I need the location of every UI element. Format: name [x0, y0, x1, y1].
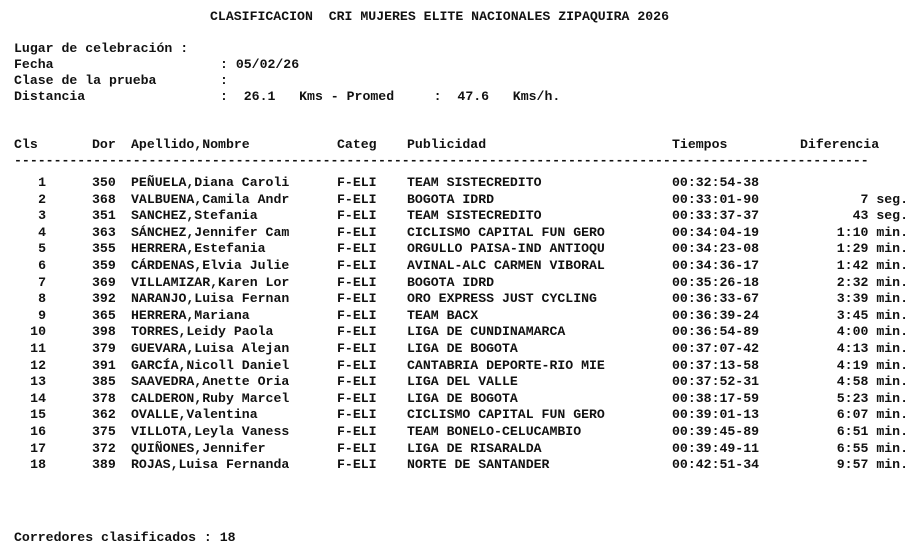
- cell-categ: F-ELI: [337, 258, 377, 273]
- table-row: [0, 374, 922, 391]
- cell-nombre: CÁRDENAS,Elvia Julie: [131, 258, 290, 273]
- header-tiempos: Tiempos: [672, 137, 728, 152]
- cell-publicidad: CICLISMO CAPITAL FUN GERO: [407, 225, 605, 240]
- cell-publicidad: BOGOTA IDRD: [407, 275, 495, 290]
- cell-categ: F-ELI: [337, 175, 377, 190]
- cell-nombre: QUIÑONES,Jennifer: [131, 441, 266, 456]
- cell-dor: 359: [92, 258, 116, 273]
- table-row: [0, 308, 922, 325]
- cell-categ: F-ELI: [337, 192, 377, 207]
- cell-diferencia: 3:39 min.: [836, 291, 908, 306]
- table-row: [0, 275, 922, 292]
- cell-publicidad: LIGA DE CUNDINAMARCA: [407, 324, 566, 339]
- cell-cls: 4: [38, 225, 46, 240]
- cell-nombre: VALBUENA,Camila Andr: [131, 192, 290, 207]
- cell-dor: 350: [92, 175, 116, 190]
- cell-categ: F-ELI: [337, 457, 377, 472]
- cell-tiempo: 00:37:52-31: [672, 374, 760, 389]
- table-row: [0, 225, 922, 242]
- cell-cls: 18: [30, 457, 46, 472]
- cell-diferencia: 43 seg.: [852, 208, 908, 223]
- cell-dor: 351: [92, 208, 116, 223]
- cell-cls: 6: [38, 258, 46, 273]
- cell-tiempo: 00:36:39-24: [672, 308, 760, 323]
- cell-cls: 16: [30, 424, 46, 439]
- cell-dor: 385: [92, 374, 116, 389]
- cell-nombre: VILLOTA,Leyla Vaness: [131, 424, 290, 439]
- cell-tiempo: 00:39:01-13: [672, 407, 760, 422]
- cell-diferencia: 9:57 min.: [836, 457, 908, 472]
- cell-dor: 389: [92, 457, 116, 472]
- cell-tiempo: 00:35:26-18: [672, 275, 760, 290]
- cell-diferencia: 6:07 min.: [836, 407, 908, 422]
- cell-publicidad: TEAM BACX: [407, 308, 479, 323]
- cell-categ: F-ELI: [337, 341, 377, 356]
- cell-cls: 7: [38, 275, 46, 290]
- cell-categ: F-ELI: [337, 241, 377, 256]
- cell-publicidad: AVINAL-ALC CARMEN VIBORAL: [407, 258, 605, 273]
- cell-tiempo: 00:33:37-37: [672, 208, 760, 223]
- cell-cls: 15: [30, 407, 46, 422]
- cell-cls: 2: [38, 192, 46, 207]
- cell-nombre: OVALLE,Valentina: [131, 407, 258, 422]
- clase-value: :: [220, 73, 228, 88]
- cell-dor: 355: [92, 241, 116, 256]
- cell-nombre: GARCÍA,Nicoll Daniel: [131, 358, 290, 373]
- distancia-value: : 26.1 Kms - Promed : 47.6 Kms/h.: [220, 89, 561, 104]
- cell-tiempo: 00:34:23-08: [672, 241, 760, 256]
- cell-publicidad: TEAM BONELO-CELUCAMBIO: [407, 424, 582, 439]
- cell-nombre: SAAVEDRA,Anette Oria: [131, 374, 290, 389]
- header-dor: Dor: [92, 137, 116, 152]
- cell-tiempo: 00:36:33-67: [672, 291, 760, 306]
- classified-count: Corredores clasificados : 18: [14, 530, 236, 545]
- table-row: [0, 324, 922, 341]
- header-publicidad: Publicidad: [407, 137, 487, 152]
- cell-nombre: CALDERON,Ruby Marcel: [131, 391, 290, 406]
- cell-diferencia: 7 seg.: [860, 192, 908, 207]
- cell-categ: F-ELI: [337, 358, 377, 373]
- cell-dor: 391: [92, 358, 116, 373]
- lugar-label: Lugar de celebración :: [14, 41, 189, 56]
- cell-categ: F-ELI: [337, 324, 377, 339]
- clase-label: Clase de la prueba: [14, 73, 157, 88]
- cell-categ: F-ELI: [337, 407, 377, 422]
- cell-nombre: VILLAMIZAR,Karen Lor: [131, 275, 290, 290]
- cell-diferencia: 4:19 min.: [836, 358, 908, 373]
- cell-tiempo: 00:36:54-89: [672, 324, 760, 339]
- cell-cls: 11: [30, 341, 46, 356]
- cell-nombre: HERRERA,Mariana: [131, 308, 250, 323]
- cell-publicidad: LIGA DE BOGOTA: [407, 341, 518, 356]
- cell-dor: 372: [92, 441, 116, 456]
- cell-cls: 14: [30, 391, 46, 406]
- cell-nombre: PEÑUELA,Diana Caroli: [131, 175, 290, 190]
- cell-cls: 13: [30, 374, 46, 389]
- cell-publicidad: BOGOTA IDRD: [407, 192, 495, 207]
- cell-cls: 9: [38, 308, 46, 323]
- header-categ: Categ: [337, 137, 377, 152]
- cell-cls: 10: [30, 324, 46, 339]
- cell-dor: 368: [92, 192, 116, 207]
- cell-diferencia: 1:42 min.: [836, 258, 908, 273]
- fecha-label: Fecha: [14, 57, 54, 72]
- cell-tiempo: 00:39:45-89: [672, 424, 760, 439]
- header-diferencia: Diferencia: [800, 137, 880, 152]
- cell-tiempo: 00:34:36-17: [672, 258, 760, 273]
- cell-categ: F-ELI: [337, 225, 377, 240]
- cell-nombre: ROJAS,Luisa Fernanda: [131, 457, 290, 472]
- cell-publicidad: ORGULLO PAISA-IND ANTIOQU: [407, 241, 605, 256]
- cell-dor: 378: [92, 391, 116, 406]
- table-row: [0, 441, 922, 458]
- cell-dor: 365: [92, 308, 116, 323]
- table-row: [0, 208, 922, 225]
- cell-tiempo: 00:32:54-38: [672, 175, 760, 190]
- cell-diferencia: 5:23 min.: [836, 391, 908, 406]
- cell-categ: F-ELI: [337, 291, 377, 306]
- cell-diferencia: 6:51 min.: [836, 424, 908, 439]
- cell-tiempo: 00:34:04-19: [672, 225, 760, 240]
- table-row: [0, 391, 922, 408]
- distancia-label: Distancia: [14, 89, 86, 104]
- cell-publicidad: ORO EXPRESS JUST CYCLING: [407, 291, 597, 306]
- cell-publicidad: LIGA DEL VALLE: [407, 374, 518, 389]
- table-row: [0, 341, 922, 358]
- cell-dor: 375: [92, 424, 116, 439]
- cell-tiempo: 00:38:17-59: [672, 391, 760, 406]
- cell-dor: 379: [92, 341, 116, 356]
- cell-dor: 369: [92, 275, 116, 290]
- table-row: [0, 424, 922, 441]
- table-row: [0, 291, 922, 308]
- table-row: [0, 258, 922, 275]
- cell-tiempo: 00:37:13-58: [672, 358, 760, 373]
- cell-diferencia: 6:55 min.: [836, 441, 908, 456]
- cell-diferencia: 1:29 min.: [836, 241, 908, 256]
- cell-tiempo: 00:33:01-90: [672, 192, 760, 207]
- fecha-value: : 05/02/26: [220, 57, 300, 72]
- cell-categ: F-ELI: [337, 208, 377, 223]
- cell-nombre: GUEVARA,Luisa Alejan: [131, 341, 290, 356]
- cell-tiempo: 00:37:07-42: [672, 341, 760, 356]
- cell-publicidad: CICLISMO CAPITAL FUN GERO: [407, 407, 605, 422]
- cell-diferencia: 4:58 min.: [836, 374, 908, 389]
- cell-dor: 392: [92, 291, 116, 306]
- table-row: [0, 407, 922, 424]
- cell-dor: 363: [92, 225, 116, 240]
- cell-diferencia: 4:00 min.: [836, 324, 908, 339]
- cell-publicidad: TEAM SISTECREDITO: [407, 208, 542, 223]
- cell-categ: F-ELI: [337, 441, 377, 456]
- cell-cls: 12: [30, 358, 46, 373]
- cell-nombre: TORRES,Leidy Paola: [131, 324, 274, 339]
- cell-categ: F-ELI: [337, 374, 377, 389]
- cell-diferencia: 4:13 min.: [836, 341, 908, 356]
- header-separator: ------------------------------------------------------------------------------------------------------------: [14, 153, 869, 168]
- table-row: [0, 175, 922, 192]
- cell-nombre: SÁNCHEZ,Jennifer Cam: [131, 225, 290, 240]
- cell-publicidad: TEAM SISTECREDITO: [407, 175, 542, 190]
- table-row: [0, 241, 922, 258]
- cell-tiempo: 00:39:49-11: [672, 441, 760, 456]
- cell-diferencia: 1:10 min.: [836, 225, 908, 240]
- table-row: [0, 457, 922, 474]
- cell-cls: 17: [30, 441, 46, 456]
- table-row: [0, 358, 922, 375]
- cell-cls: 8: [38, 291, 46, 306]
- table-row: [0, 192, 922, 209]
- header-cls: Cls: [14, 137, 38, 152]
- cell-publicidad: NORTE DE SANTANDER: [407, 457, 550, 472]
- cell-categ: F-ELI: [337, 275, 377, 290]
- cell-publicidad: LIGA DE RISARALDA: [407, 441, 542, 456]
- cell-diferencia: 2:32 min.: [836, 275, 908, 290]
- cell-cls: 5: [38, 241, 46, 256]
- cell-categ: F-ELI: [337, 308, 377, 323]
- cell-dor: 362: [92, 407, 116, 422]
- cell-nombre: HERRERA,Estefania: [131, 241, 266, 256]
- cell-cls: 3: [38, 208, 46, 223]
- cell-categ: F-ELI: [337, 424, 377, 439]
- cell-diferencia: 3:45 min.: [836, 308, 908, 323]
- cell-categ: F-ELI: [337, 391, 377, 406]
- cell-nombre: SANCHEZ,Stefania: [131, 208, 258, 223]
- cell-dor: 398: [92, 324, 116, 339]
- cell-cls: 1: [38, 175, 46, 190]
- cell-tiempo: 00:42:51-34: [672, 457, 760, 472]
- cell-nombre: NARANJO,Luisa Fernan: [131, 291, 290, 306]
- page-title: CLASIFICACION CRI MUJERES ELITE NACIONALES ZIPAQUIRA 2026: [210, 9, 669, 24]
- cell-publicidad: LIGA DE BOGOTA: [407, 391, 518, 406]
- cell-publicidad: CANTABRIA DEPORTE-RIO MIE: [407, 358, 605, 373]
- header-nombre: Apellido,Nombre: [131, 137, 250, 152]
